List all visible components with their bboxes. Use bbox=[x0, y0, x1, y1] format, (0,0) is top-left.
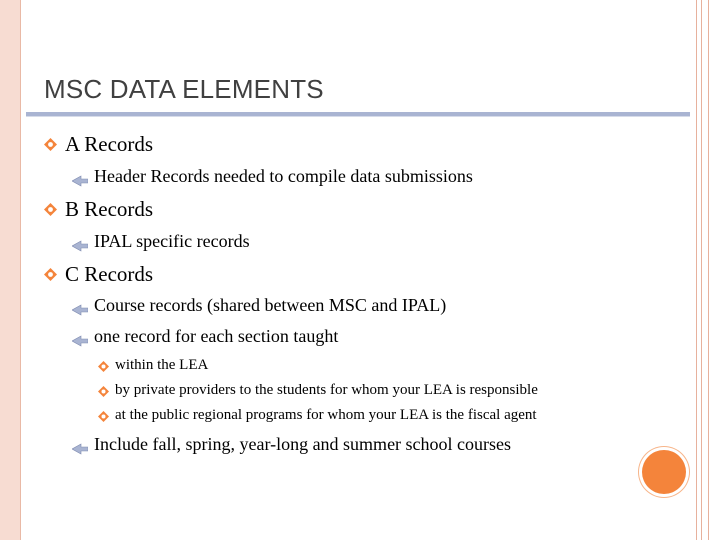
sub-bullet-header-records bbox=[72, 166, 473, 187]
bullet-text: Include fall, spring, year-long and summer school courses bbox=[94, 434, 512, 454]
diamond-bullet-icon bbox=[44, 268, 57, 281]
sub-bullet-course-records bbox=[72, 295, 446, 316]
arrow-bullet-icon bbox=[72, 171, 88, 183]
right-decorative-line-2 bbox=[701, 0, 702, 540]
diamond-bullet-icon bbox=[98, 410, 109, 421]
left-decorative-line bbox=[20, 0, 21, 540]
slide-title: MSC DATA ELEMENTS bbox=[44, 74, 324, 104]
right-decorative-line-1 bbox=[696, 0, 697, 540]
bullet-text: Header Records needed to compile data submissions bbox=[94, 166, 473, 186]
arrow-bullet-icon bbox=[72, 439, 88, 451]
bullet-text: A Records bbox=[65, 132, 154, 156]
diamond-bullet-icon bbox=[44, 203, 57, 216]
diamond-bullet-icon bbox=[98, 385, 109, 396]
bullet-text: one record for each section taught bbox=[94, 326, 339, 346]
diamond-bullet-icon bbox=[44, 138, 57, 151]
bullet-b-records bbox=[44, 197, 153, 222]
sub-sub-bullet-public-regional bbox=[98, 407, 537, 424]
sub-sub-bullet-within-lea bbox=[98, 357, 208, 374]
bullet-c-records bbox=[44, 262, 153, 287]
decorative-orange-circle bbox=[642, 450, 686, 494]
arrow-bullet-icon bbox=[72, 331, 88, 343]
bullet-text: C Records bbox=[65, 262, 154, 286]
sub-bullet-ipal-records bbox=[72, 231, 250, 252]
left-decorative-stripe bbox=[0, 0, 20, 540]
bullet-text: within the LEA bbox=[115, 357, 209, 373]
bullet-text: IPAL specific records bbox=[94, 231, 250, 251]
title-underline bbox=[26, 112, 690, 116]
bullet-a-records bbox=[44, 132, 153, 157]
bullet-text: at the public regional programs for whom your LEA is the fiscal agent bbox=[115, 407, 537, 423]
arrow-bullet-icon bbox=[72, 300, 88, 312]
right-decorative-line-3 bbox=[708, 0, 709, 540]
arrow-bullet-icon bbox=[72, 236, 88, 248]
bullet-text: by private providers to the students for whom your LEA is responsible bbox=[115, 382, 538, 398]
bullet-text: B Records bbox=[65, 197, 154, 221]
bullet-text: Course records (shared between MSC and IPAL) bbox=[94, 295, 447, 315]
sub-sub-bullet-private-providers bbox=[98, 382, 538, 399]
sub-bullet-include-courses bbox=[72, 434, 511, 455]
diamond-bullet-icon bbox=[98, 360, 109, 371]
sub-bullet-one-record bbox=[72, 326, 338, 347]
